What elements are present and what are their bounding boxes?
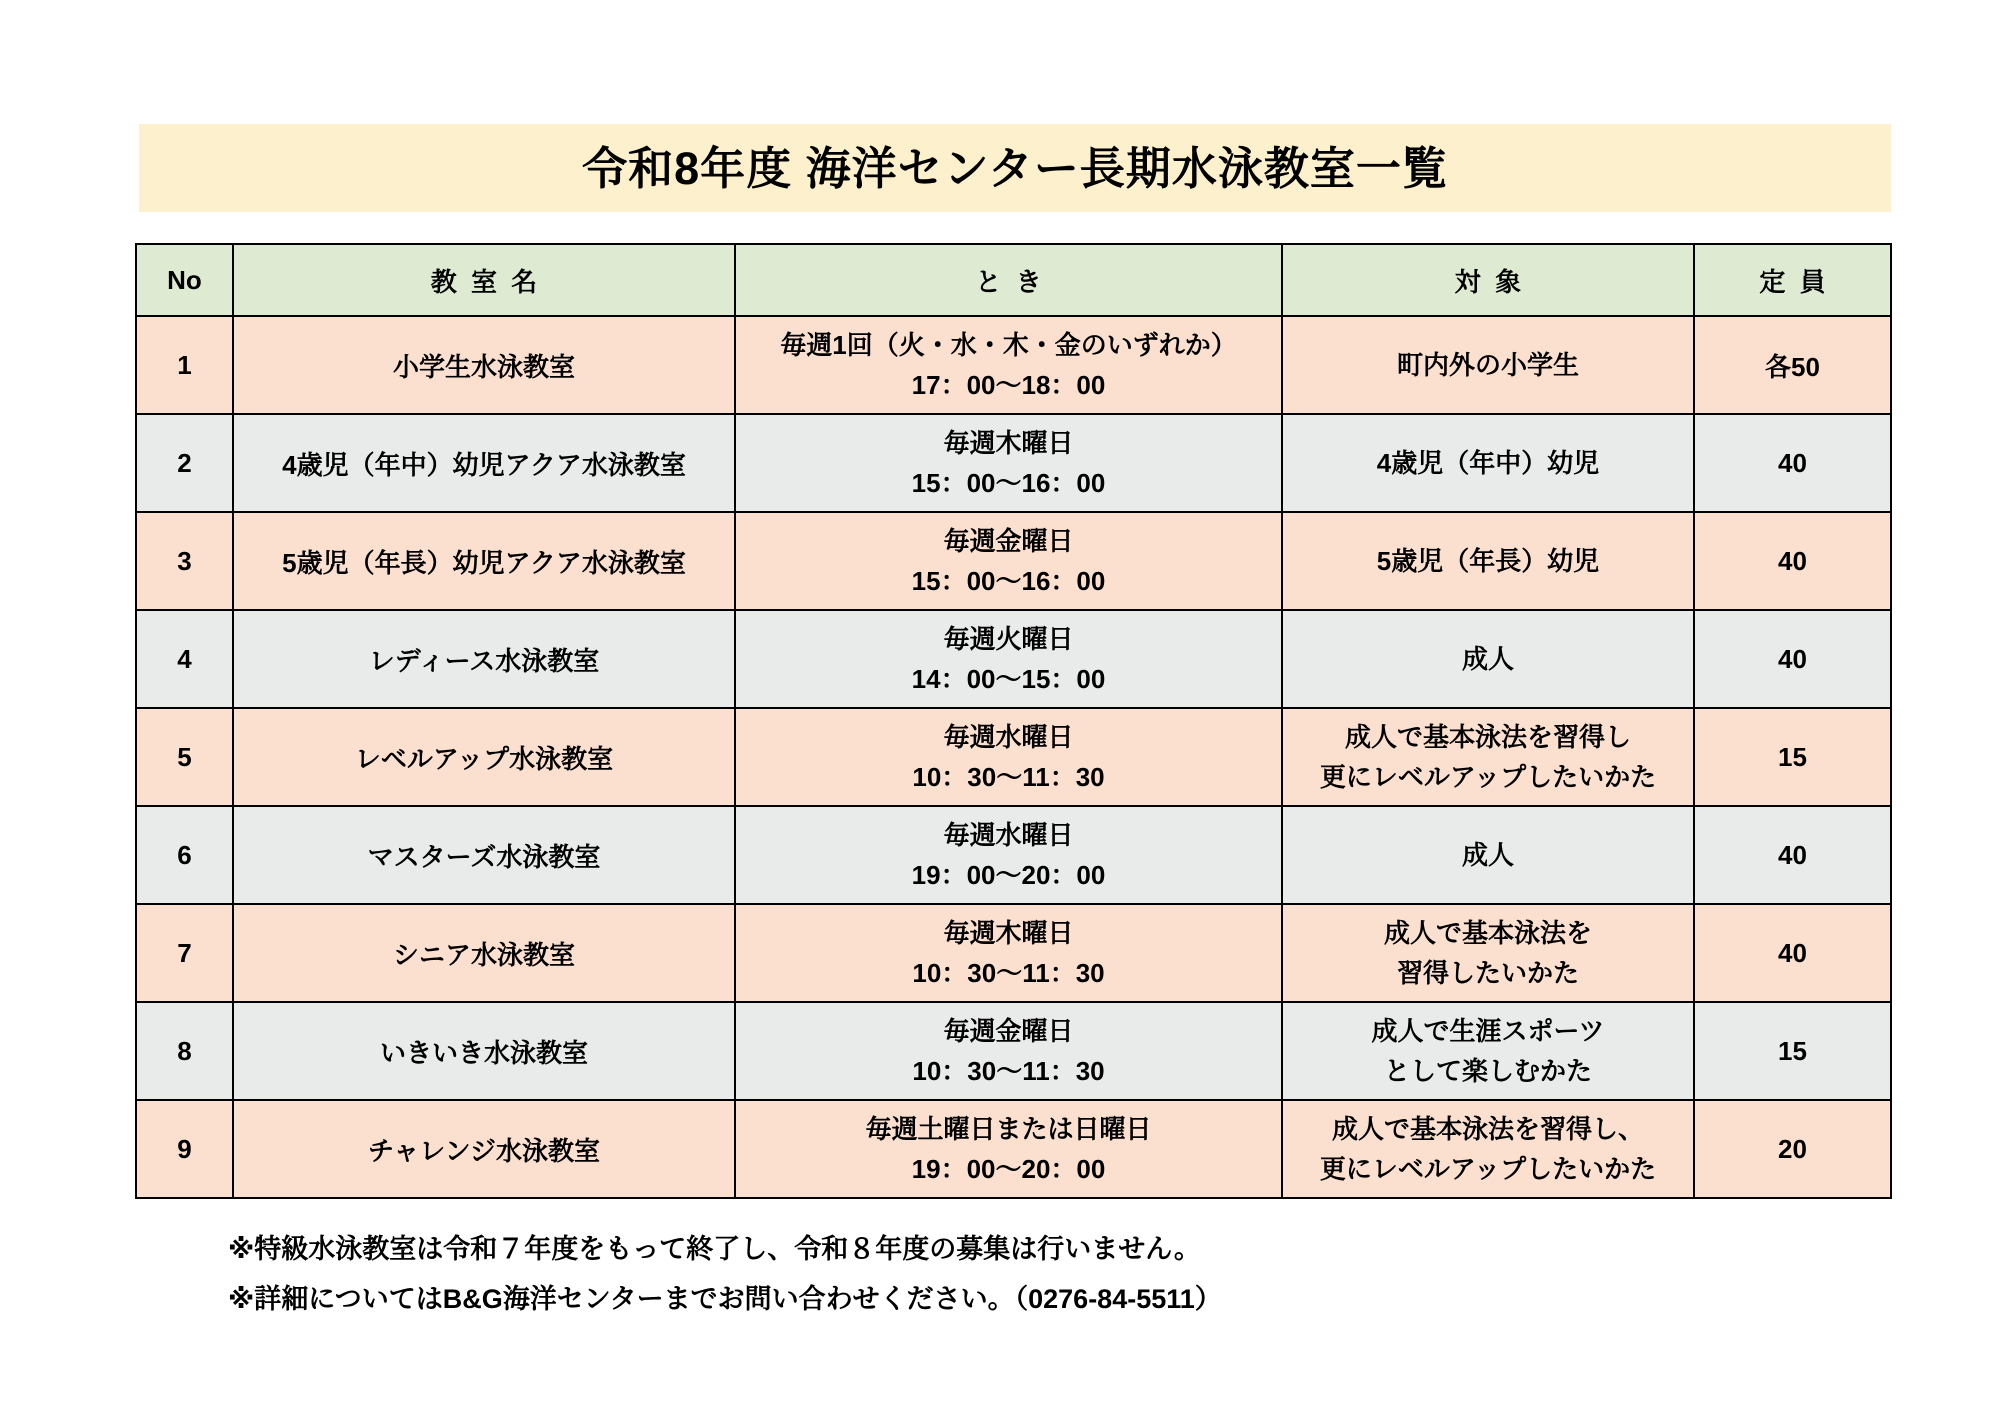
cell-when xyxy=(735,512,1282,610)
cell-when-line: 10：30〜11：30 xyxy=(912,762,1105,792)
cell-class-name: いきいき水泳教室 xyxy=(233,1002,735,1100)
cell-no: 5 xyxy=(136,708,233,806)
cell-target-line: 5歳児（年長）幼児 xyxy=(1376,545,1600,576)
table-row xyxy=(136,512,1891,610)
cell-target-lines xyxy=(1283,1109,1693,1190)
cell-when-line: 15：00〜16：00 xyxy=(911,468,1106,498)
cell-target-line: 更にレベルアップしたいかた xyxy=(1319,762,1657,792)
title-banner xyxy=(139,124,1891,212)
cell-class-name: チャレンジ水泳教室 xyxy=(233,1100,735,1198)
cell-target xyxy=(1282,512,1694,610)
column-header-target xyxy=(1282,244,1694,316)
table-body xyxy=(136,316,1891,1198)
cell-no: 4 xyxy=(136,610,233,708)
cell-capacity: 40 xyxy=(1694,904,1891,1002)
cell-when-line: 毎週火曜日 xyxy=(943,623,1074,654)
column-header-class-name-label: 教室名 xyxy=(430,266,552,297)
cell-class-name: レディース水泳教室 xyxy=(233,610,735,708)
cell-target xyxy=(1282,414,1694,512)
cell-target-lines xyxy=(1283,1011,1693,1092)
cell-when xyxy=(735,610,1282,708)
cell-when-line: 17：00〜18：00 xyxy=(911,370,1106,400)
cell-target xyxy=(1282,1100,1694,1198)
cell-target xyxy=(1282,610,1694,708)
cell-when xyxy=(735,414,1282,512)
cell-target xyxy=(1282,806,1694,904)
column-header-class-name xyxy=(233,244,735,316)
cell-no: 8 xyxy=(136,1002,233,1100)
cell-class-name: 小学生水泳教室 xyxy=(233,316,735,414)
cell-target-line: 成人で基本泳法を習得し、 xyxy=(1331,1113,1644,1144)
cell-target-lines xyxy=(1283,913,1693,994)
cell-when-line: 19：00〜20：00 xyxy=(911,860,1106,890)
cell-when-line: 14：00〜15：00 xyxy=(911,664,1106,694)
cell-target-lines xyxy=(1283,541,1693,581)
cell-class-name: シニア水泳教室 xyxy=(233,904,735,1002)
cell-when-line: 毎週金曜日 xyxy=(943,1015,1074,1046)
table-row xyxy=(136,1100,1891,1198)
cell-when-line: 19：00〜20：00 xyxy=(911,1154,1106,1184)
table-row xyxy=(136,806,1891,904)
cell-target-lines xyxy=(1283,443,1693,483)
page-title: 令和8年度 海洋センター長期水泳教室一覧 xyxy=(582,142,1448,194)
cell-when xyxy=(735,316,1282,414)
cell-target-line: 成人で基本泳法を習得し xyxy=(1344,721,1631,752)
table-header xyxy=(136,244,1891,316)
cell-target xyxy=(1282,316,1694,414)
table-header-row xyxy=(136,244,1891,316)
table-row xyxy=(136,316,1891,414)
table-row xyxy=(136,708,1891,806)
column-header-when-label: とき xyxy=(975,266,1056,297)
cell-no: 9 xyxy=(136,1100,233,1198)
cell-capacity: 40 xyxy=(1694,512,1891,610)
cell-when xyxy=(735,708,1282,806)
column-header-capacity xyxy=(1694,244,1891,316)
table-row xyxy=(136,1002,1891,1100)
footnotes xyxy=(228,1225,1728,1325)
cell-target-line: 習得したいかた xyxy=(1396,958,1579,988)
cell-when-lines xyxy=(736,815,1281,896)
cell-when-lines xyxy=(736,521,1281,602)
cell-target xyxy=(1282,904,1694,1002)
cell-class-name: 4歳児（年中）幼児アクア水泳教室 xyxy=(233,414,735,512)
cell-target-line: 成人で生涯スポーツ xyxy=(1371,1015,1605,1046)
cell-no: 7 xyxy=(136,904,233,1002)
cell-when-line: 毎週水曜日 xyxy=(943,721,1074,752)
cell-when-line: 毎週金曜日 xyxy=(943,525,1074,556)
schedule-table-container xyxy=(135,243,1880,1199)
cell-when xyxy=(735,1100,1282,1198)
cell-capacity: 各50 xyxy=(1694,316,1891,414)
cell-target-lines xyxy=(1283,835,1693,875)
cell-when-lines xyxy=(736,1109,1281,1190)
cell-when xyxy=(735,904,1282,1002)
cell-capacity: 40 xyxy=(1694,610,1891,708)
cell-class-name: 5歳児（年長）幼児アクア水泳教室 xyxy=(233,512,735,610)
cell-when-line: 10：30〜11：30 xyxy=(912,958,1105,988)
footnote: ※特級水泳教室は令和７年度をもって終了し、令和８年度の募集は行いません。 xyxy=(228,1234,1201,1264)
cell-target-lines xyxy=(1283,717,1693,798)
cell-capacity: 20 xyxy=(1694,1100,1891,1198)
cell-when-lines xyxy=(736,423,1281,504)
cell-when-line: 毎週木曜日 xyxy=(943,427,1074,458)
cell-target xyxy=(1282,708,1694,806)
column-header-when xyxy=(735,244,1282,316)
cell-target xyxy=(1282,1002,1694,1100)
cell-target-line: 成人 xyxy=(1461,839,1514,870)
footnote: ※詳細についてはB&G海洋センターまでお問い合わせください。（0276-84-5511） xyxy=(228,1283,1222,1314)
cell-target-line: 4歳児（年中）幼児 xyxy=(1376,447,1600,478)
cell-capacity: 40 xyxy=(1694,414,1891,512)
table-row xyxy=(136,610,1891,708)
column-header-target-label: 対象 xyxy=(1454,266,1536,297)
cell-class-name: レベルアップ水泳教室 xyxy=(233,708,735,806)
cell-when-line: 毎週土曜日または日曜日 xyxy=(865,1113,1152,1144)
cell-target-line: として楽しむかた xyxy=(1383,1056,1592,1086)
cell-when-line: 10：30〜11：30 xyxy=(912,1056,1105,1086)
cell-when-line: 毎週水曜日 xyxy=(943,819,1074,850)
cell-when-lines xyxy=(736,1011,1281,1092)
cell-when-line: 15：00〜16：00 xyxy=(911,566,1106,596)
table-row xyxy=(136,414,1891,512)
cell-class-name: マスターズ水泳教室 xyxy=(233,806,735,904)
cell-no: 6 xyxy=(136,806,233,904)
cell-capacity: 15 xyxy=(1694,708,1891,806)
cell-capacity: 40 xyxy=(1694,806,1891,904)
cell-when xyxy=(735,806,1282,904)
column-header-capacity-label: 定員 xyxy=(1759,266,1840,297)
cell-capacity: 15 xyxy=(1694,1002,1891,1100)
cell-target-line: 更にレベルアップしたいかた xyxy=(1319,1154,1657,1184)
cell-when xyxy=(735,1002,1282,1100)
cell-no: 2 xyxy=(136,414,233,512)
cell-target-line: 成人で基本泳法を xyxy=(1383,917,1592,948)
cell-no: 3 xyxy=(136,512,233,610)
cell-when-lines xyxy=(736,913,1281,994)
cell-when-line: 毎週木曜日 xyxy=(943,917,1074,948)
cell-target-line: 町内外の小学生 xyxy=(1396,349,1579,380)
cell-no: 1 xyxy=(136,316,233,414)
cell-target-line: 成人 xyxy=(1461,643,1514,674)
swimming-class-table xyxy=(135,243,1892,1199)
cell-target-lines xyxy=(1283,345,1693,385)
column-header-no: No xyxy=(136,244,233,316)
cell-when-line: 毎週1回（火・水・木・金のいずれか） xyxy=(780,329,1237,360)
cell-when-lines xyxy=(736,717,1281,798)
cell-target-lines xyxy=(1283,639,1693,679)
cell-when-lines xyxy=(736,325,1281,406)
cell-when-lines xyxy=(736,619,1281,700)
table-row xyxy=(136,904,1891,1002)
